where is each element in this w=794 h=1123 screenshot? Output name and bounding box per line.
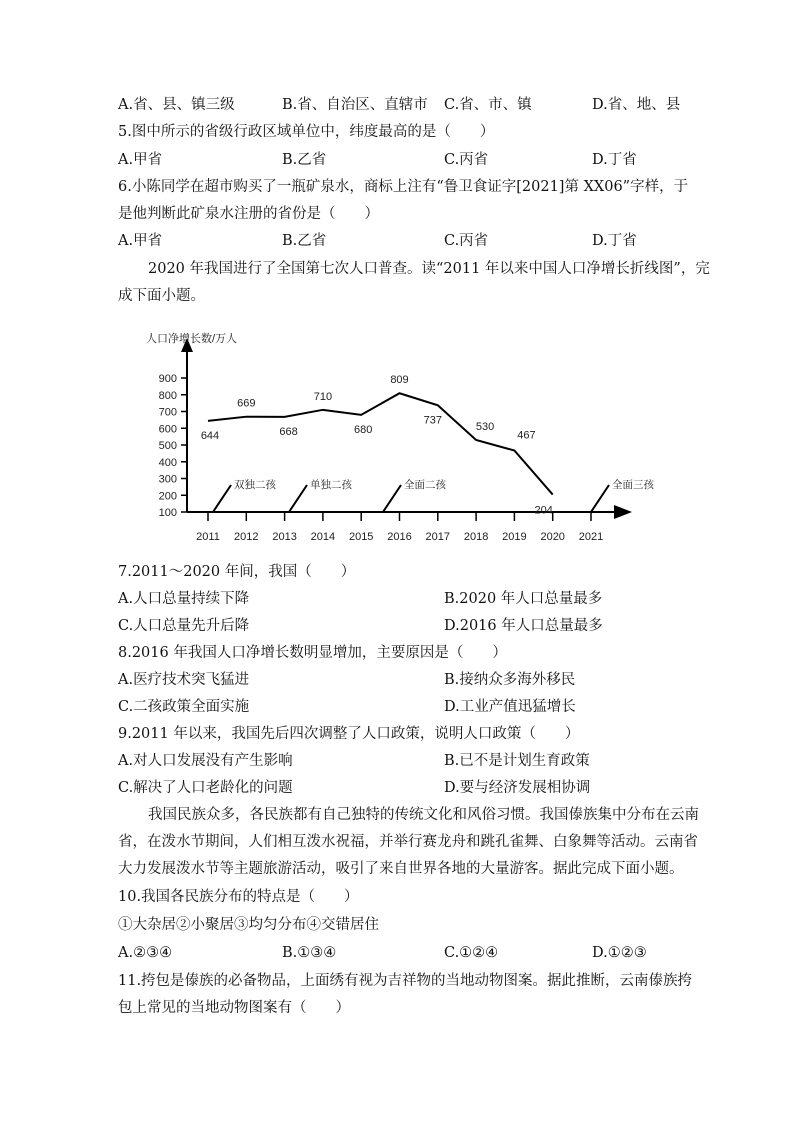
y-axis-label: 人口净增长数/万人 [146,333,238,345]
intro2-line3: 大力发展泼水节等主题旅游活动，吸引了来自世界各地的大量游客。据此完成下面小题。 [118,861,684,877]
q7-option-d: D.2016 年人口总量最多 [444,618,603,634]
q5-option-b: B.乙省 [282,152,327,168]
q4-option-b: B.省、自治区、直辖市 [282,97,428,113]
q10-choices: ①大杂居②小聚居③均匀分布④交错居住 [118,917,379,933]
y-tick-label-900: 900 [158,373,177,385]
policy-label-2013: 双独二孩 [234,479,276,491]
y-tick-label-400: 400 [158,456,177,469]
x-axis-arrow [614,505,632,519]
y-tick-label-200: 200 [158,490,177,503]
q8-option-c: C.二孩政策全面实施 [118,699,250,715]
x-tick-label-2015: 2015 [348,531,374,543]
q9-option-a: A.对人口发展没有产生影响 [118,753,293,769]
data-label-2013: 668 [279,425,298,438]
data-label-2012: 669 [237,397,256,410]
x-tick-label-2012: 2012 [234,531,259,543]
x-tick-label-2016: 2016 [387,531,412,543]
q10-option-b: B.①③④ [282,945,337,961]
y-tick-label-800: 800 [158,389,177,402]
q6-option-d: D.丁省 [592,233,637,249]
q8-option-d: D.工业产值迅猛增长 [444,699,576,715]
data-label-2020: 204 [534,504,553,517]
y-tick-label-600: 600 [158,423,177,436]
q8-stem: 8.2016 年我国人口净增长数明显增加，主要原因是（ ） [118,645,507,661]
q6-option-a: A.甲省 [118,233,163,249]
q7-stem: 7.2011～2020 年间，我国（ ） [118,564,356,580]
x-tick-label-2018: 2018 [463,531,489,543]
q9-stem: 9.2011 年以来，我国先后四次调整了人口政策，说明人口政策（ ） [118,726,580,742]
x-tick-label-2020: 2020 [540,531,565,543]
q5-stem: 5.图中所示的省级行政区域单位中，纬度最高的是（ ） [118,124,495,140]
q10-option-d: D.①②③ [592,945,647,961]
q7-option-a: A.人口总量持续下降 [118,591,250,607]
intro2-line2: 省，在泼水节期间，人们相互泼水祝福，并举行赛龙舟和跳孔雀舞、白象舞等活动。云南省 [118,834,698,850]
policy-marker-2014 [289,485,307,512]
population-growth-chart [140,322,654,547]
q9-option-d: D.要与经济发展相协调 [444,780,591,796]
q10-option-a: A.②③④ [118,945,173,961]
q7-option-c: C.人口总量先升后降 [118,618,250,634]
data-label-2015: 680 [354,423,373,436]
q8-option-a: A.医疗技术突飞猛进 [118,672,250,688]
q5-option-c: C.丙省 [444,152,489,168]
q11-stem-line2: 包上常见的当地动物图案有（ ） [118,1000,350,1016]
intro1-line1: 2020 年我国进行了全国第七次人口普查。读“2011 年以来中国人口净增长折线图”，完 [148,261,710,277]
q6-option-c: C.丙省 [444,233,489,249]
intro1-line2: 成下面小题。 [118,288,205,304]
policy-marker-2021 [591,485,609,512]
policy-label-2014: 单独二孩 [310,479,352,491]
q4-option-a: A.省、县、镇三级 [118,97,235,113]
q9-option-b: B.已不是计划生育政策 [444,753,590,769]
data-label-2018: 530 [475,420,495,433]
data-label-2016: 809 [390,374,409,387]
policy-marker-2016 [383,485,401,512]
q8-option-b: B.接纳众多海外移民 [444,672,576,688]
q4-option-c: C.省、市、镇 [444,97,532,113]
data-label-2011: 644 [200,429,220,442]
policy-label-2016: 全面二孩 [404,479,446,491]
q5-option-a: A.甲省 [118,152,163,168]
policy-marker-2013 [213,485,231,512]
data-label-2014: 710 [313,390,333,403]
y-tick-label-700: 700 [158,406,177,419]
x-tick-label-2011: 2011 [196,531,220,543]
data-label-2017: 737 [423,414,442,427]
policy-label-2021: 全面三孩 [612,479,654,491]
q4-option-d: D.省、地、县 [592,97,681,113]
x-tick-label-2021: 2021 [578,531,604,543]
y-tick-label-300: 300 [158,473,177,486]
q6-option-b: B.乙省 [282,233,327,249]
q6-stem-line1: 6.小陈同学在超市购买了一瓶矿泉水，商标上注有“鲁卫食证字[2021]第 XX06”字样，于 [118,179,689,195]
y-tick-label-100: 100 [158,507,177,519]
q9-option-c: C.解决了人口老龄化的问题 [118,780,293,796]
q10-option-c: C.①②④ [444,945,499,961]
q10-stem: 10.我国各民族分布的特点是（ ） [118,889,359,905]
data-label-2019: 467 [517,429,536,442]
y-tick-label-500: 500 [158,440,177,452]
q7-option-b: B.2020 年人口总量最多 [444,591,603,607]
x-tick-label-2017: 2017 [425,531,451,543]
q6-stem-line2: 是他判断此矿泉水注册的省份是（ ） [118,206,379,222]
x-tick-label-2014: 2014 [310,531,336,543]
q11-stem-line1: 11.挎包是傣族的必备物品，上面绣有视为吉祥物的当地动物图案。据此推断，云南傣族挎 [118,973,693,989]
x-tick-label-2013: 2013 [272,531,297,543]
intro2-line1: 我国民族众多，各民族都有自己独特的传统文化和风俗习惯。我国傣族集中分布在云南 [148,807,699,823]
x-tick-label-2019: 2019 [502,531,527,543]
q5-option-d: D.丁省 [592,152,637,168]
